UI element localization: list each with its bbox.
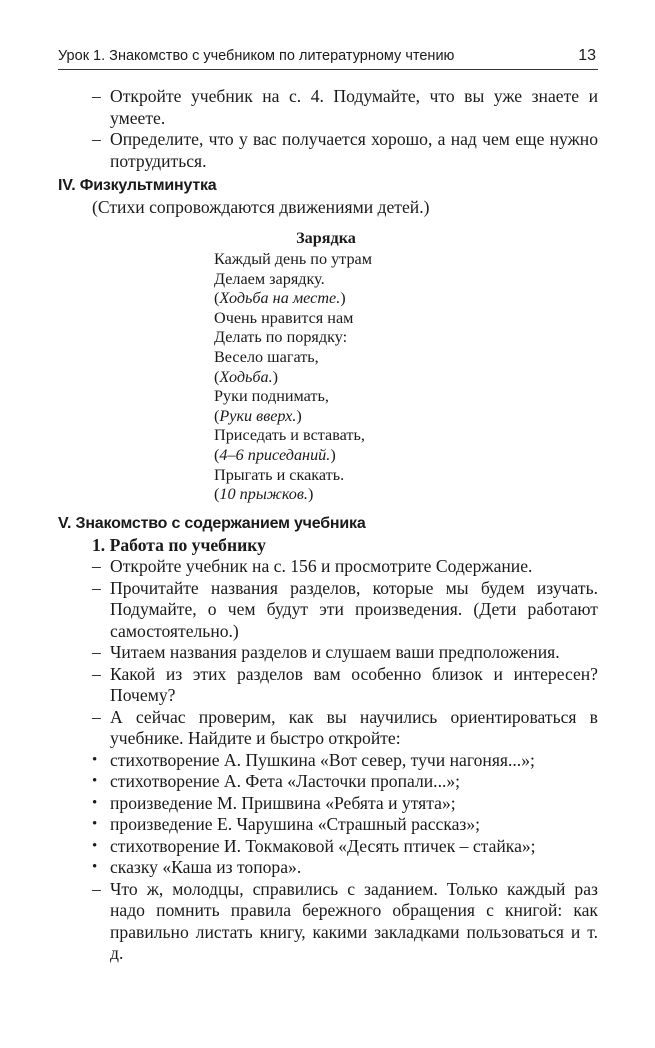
stage-direction: Ходьба. <box>219 367 273 386</box>
poem-line: (Ходьба на месте.) <box>214 289 346 308</box>
bullet-item: • стихотворение И. Токмаковой «Десять птичек – стайка»; <box>58 836 598 858</box>
poem <box>214 229 598 505</box>
header-rule <box>58 69 598 70</box>
poem-title: Зарядка <box>296 228 356 247</box>
bullet-item: • стихотворение А. Фета «Ласточки пропали...»; <box>58 771 598 793</box>
bullet-item: • произведение М. Пришвина «Ребята и утята»; <box>58 793 598 815</box>
dialogue-item: – Прочитайте названия разделов, которые мы будем изучать. Подумайте, о чем будут эти произведения. (Дети работают самостоятельно.) <box>58 578 598 643</box>
bullet-item: • произведение Е. Чарушина «Страшный рассказ»; <box>58 814 598 836</box>
poem-line: (4–6 приседаний.) <box>214 446 336 465</box>
header-title: Урок 1. Знакомство с учебником по литературному чтению <box>58 48 455 64</box>
intro-item: – Откройте учебник на с. 4. Подумайте, что вы уже знаете и умеете. <box>58 86 598 129</box>
poem-line: Каждый день по утрам <box>214 250 372 269</box>
poem-line: Делать по порядку: <box>214 328 348 347</box>
poem-line: Приседать и вставать, <box>214 426 365 445</box>
dialogue-item: – Откройте учебник на с. 156 и просмотрите Содержание. <box>58 556 598 578</box>
poem-line: (Руки вверх.) <box>214 406 302 425</box>
dialogue-item: – Читаем названия разделов и слушаем ваши предположения. <box>58 642 598 664</box>
dialogue-item: – Какой из этих разделов вам особенно близок и интересен? Почему? <box>58 664 598 707</box>
poem-line: (Ходьба.) <box>214 367 279 386</box>
poem-line: Руки поднимать, <box>214 387 329 406</box>
poem-line: (10 прыжков.) <box>214 485 314 504</box>
bullet-item: • сказку «Каша из топора». <box>58 857 598 879</box>
poem-lines <box>214 250 598 505</box>
poem-line: Прыгать и скакать. <box>214 465 345 484</box>
section-heading: IV. Физкультминутка <box>58 177 217 194</box>
subsection-heading: 1. Работа по учебнику <box>92 534 266 555</box>
stage-direction: 10 прыжков. <box>219 485 308 504</box>
poem-line: Делаем зарядку. <box>214 269 325 288</box>
dialogue-item: – А сейчас проверим, как вы научились ориентироваться в учебнике. Найдите и быстро откройте: <box>58 707 598 750</box>
stage-direction: 4–6 приседаний. <box>219 446 331 465</box>
closing-item: – Что ж, молодцы, справились с заданием. Только каждый раз надо помнить правила бережного обращения с книгой: как правильно листать книгу, какими закладками пользоваться и т. д. <box>58 879 598 965</box>
stage-direction: Руки вверх. <box>219 406 297 425</box>
page-number: 13 <box>578 47 596 64</box>
stage-note: (Стихи сопровождаются движениями детей.) <box>92 197 430 217</box>
poem-line: Очень нравится нам <box>214 308 354 327</box>
intro-item: – Определите, что у вас получается хорошо, а над чем еще нужно потрудиться. <box>58 129 598 172</box>
section-heading: V. Знакомство с содержанием учебника <box>58 514 366 532</box>
page-body <box>58 86 598 965</box>
running-header <box>58 48 598 68</box>
poem-line: Весело шагать, <box>214 348 319 367</box>
bullet-item: • стихотворение А. Пушкина «Вот север, тучи нагоняя...»; <box>58 750 598 772</box>
stage-direction: Ходьба на месте. <box>219 289 341 308</box>
